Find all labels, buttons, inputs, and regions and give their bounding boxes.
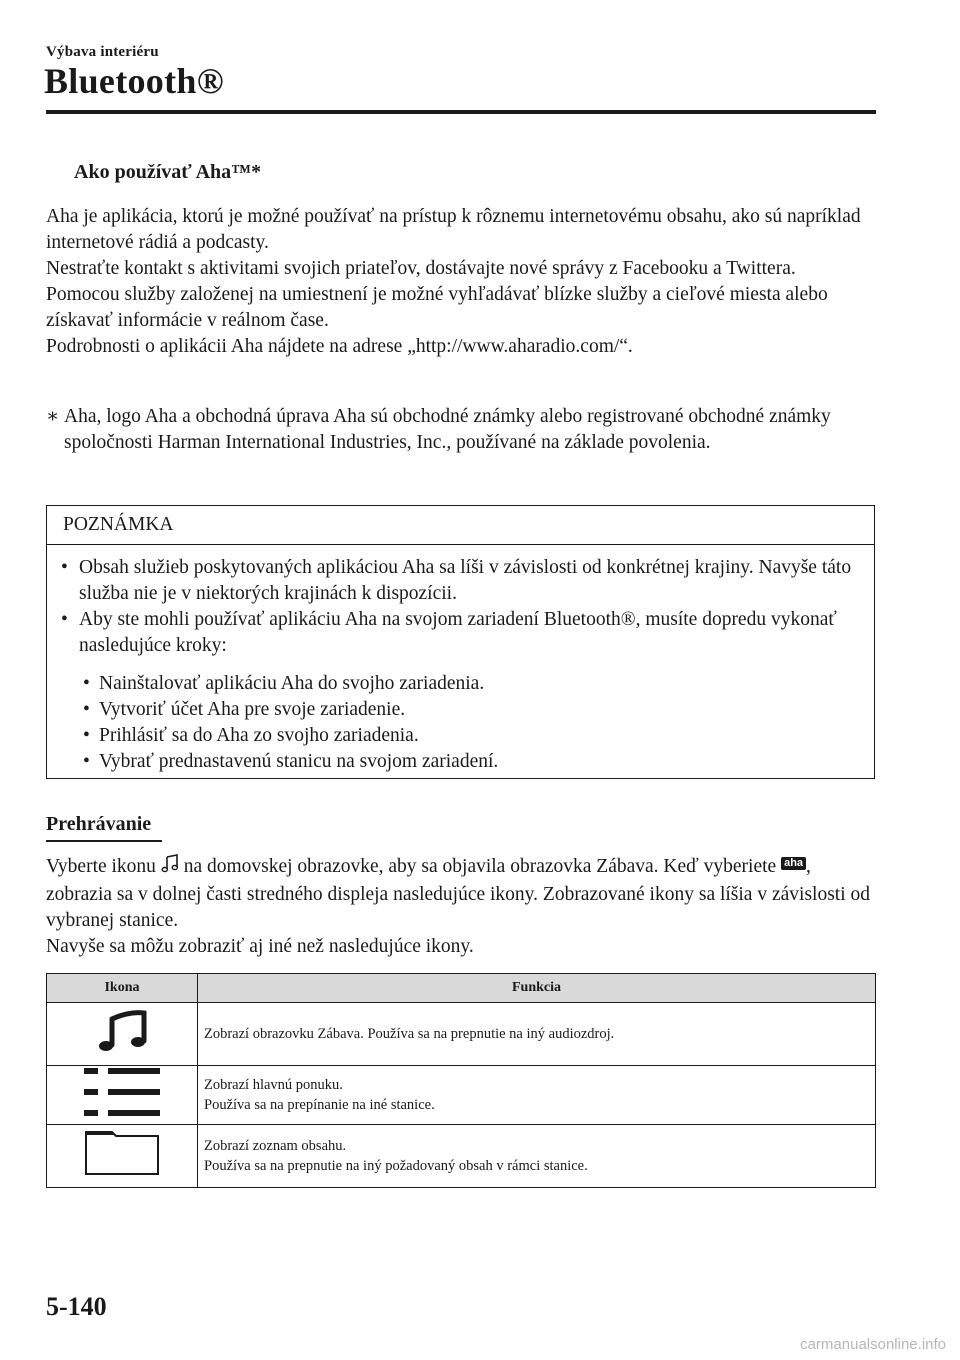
note-item: • Aby ste mohli používať aplikáciu Aha na svojom zariadení Bluetooth®, musíte dopredu vykonať nasledujúce kroky: <box>61 609 837 656</box>
column-header-icon: Ikona <box>47 974 198 1003</box>
table-row <box>47 1125 876 1188</box>
table-row <box>47 1066 876 1125</box>
trademark-footnote <box>46 404 876 456</box>
note-subitem: • Prihlásiť sa do Aha zo svojho zariadenia. <box>47 723 874 749</box>
note-list <box>47 555 874 659</box>
header-rule <box>46 110 876 114</box>
folder-icon <box>84 1130 160 1176</box>
aha-badge-icon: aha <box>781 857 806 870</box>
page-title: Bluetooth® <box>44 61 224 101</box>
intro-paragraph: Podrobnosti o aplikácii Aha nájdete na adrese „http://www.aharadio.com/“. <box>46 336 633 357</box>
note-item: • Obsah služieb poskytovaných aplikáciou Aha sa líši v závislosti od konkrétnej krajiny. Navyše táto služba nie je v niektorých krajinách k dispozícii. <box>61 557 852 604</box>
menu-list-icon <box>82 1066 162 1118</box>
playback-paragraph: Navyše sa môžu zobraziť aj iné než nasledujúce ikony. <box>46 936 474 957</box>
music-note-icon <box>92 1009 152 1053</box>
function-cell: Zobrazí zoznam obsahu. Používa sa na prepnutie na iný požadovaný obsah v rámci stanice. <box>198 1125 876 1188</box>
intro-paragraph: Nestraťte kontakt s aktivitami svojich priateľov, dostávajte nové správy z Facebooku a Twittera. <box>46 258 796 279</box>
bullet: • <box>83 751 90 772</box>
icon-cell <box>47 1066 198 1125</box>
function-cell: Zobrazí obrazovku Zábava. Používa sa na prepnutie na iný audiozdroj. <box>198 1003 876 1066</box>
bullet: • <box>83 699 90 720</box>
note-sublist <box>47 671 874 775</box>
icon-cell <box>47 1003 198 1066</box>
entertainment-note-icon <box>161 854 179 882</box>
column-header-function: Funkcia <box>198 974 876 1003</box>
note-box <box>46 505 875 779</box>
playback-text <box>46 854 876 960</box>
note-subitem: • Nainštalovať aplikáciu Aha do svojho zariadenia. <box>47 671 874 697</box>
bullet: • <box>61 557 68 578</box>
playback-paragraph: Vyberte ikonu na domovskej obrazovke, aby sa objavila obrazovka Zábava. Keď vyberiete aha , zobrazia sa v dolnej časti stredného displeja nasledujúce ikony. Zobrazované ikony sa líšia v závislosti od vybranej stanice. <box>46 856 870 931</box>
bullet: • <box>83 725 90 746</box>
aha-intro <box>46 204 876 360</box>
playback-heading-underline <box>46 840 162 842</box>
icon-table <box>46 973 876 1188</box>
watermark: carmanualsonline.info <box>800 1336 946 1353</box>
footnote-marker: ∗ <box>46 406 60 427</box>
note-subitem: • Vytvoriť účet Aha pre svoje zariadenie. <box>47 697 874 723</box>
intro-paragraph: Aha je aplikácia, ktorú je možné používať na prístup k rôznemu internetovému obsahu, ako sú napríklad internetové rádiá a podcasty. <box>46 206 861 253</box>
intro-paragraph: Pomocou služby založenej na umiestnení je možné vyhľadávať blízke služby a cieľové miesta alebo získavať informácie v reálnom čase. <box>46 284 828 331</box>
footnote-text: Aha, logo Aha a obchodná úprava Aha sú obchodné známky alebo registrované obchodné známky spoločnosti Harman International Industries, Inc., používané na základe povolenia. <box>64 406 831 453</box>
table-header-row <box>47 974 876 1003</box>
section-label: Výbava interiéru <box>46 44 159 60</box>
function-cell: Zobrazí hlavnú ponuku. Používa sa na prepínanie na iné stanice. <box>198 1066 876 1125</box>
note-title: POZNÁMKA <box>47 506 874 545</box>
note-subitem: • Vybrať prednastavenú stanicu na svojom zariadení. <box>47 749 874 775</box>
aha-heading: Ako používať Aha™* <box>74 161 262 183</box>
bullet: • <box>83 673 90 694</box>
page-number: 5-140 <box>46 1292 107 1321</box>
bullet: • <box>61 609 68 630</box>
playback-heading: Prehrávanie <box>46 813 152 835</box>
table-row <box>47 1003 876 1066</box>
icon-cell <box>47 1125 198 1188</box>
